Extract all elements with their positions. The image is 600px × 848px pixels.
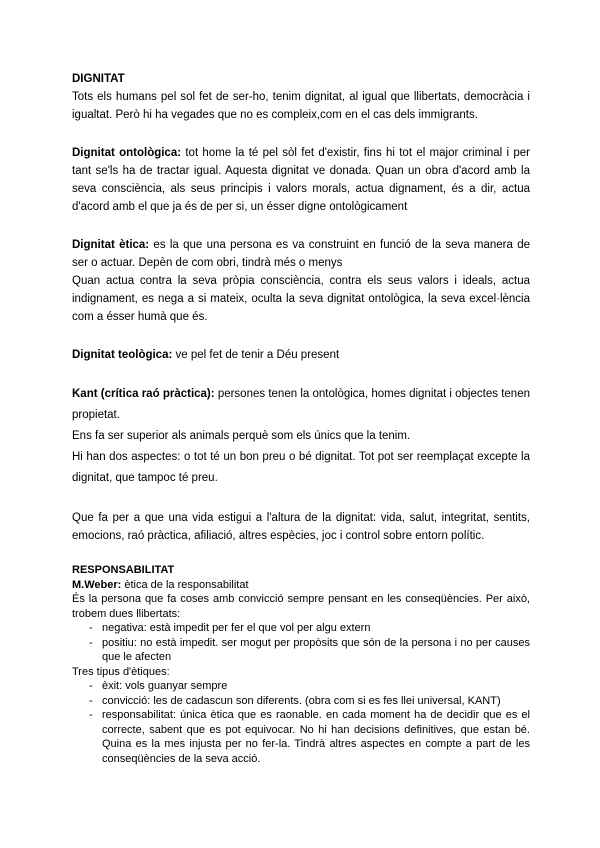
list-item: - responsabilitat: única ètica que es raonable. en cada moment ha de decidir que es el correcte, sabent que es pot equivocar. No hi han decisions definitives, que estan bé. Quina es la mes injusta per no fer-la. Tindrà altres aspectes en compte a part de les conseqüències de la seva acció. (72, 708, 530, 766)
text-ontologica: tot home la té pel sòl fet d'existir, fins hi tot el major criminal i per tant se'ls ha de tractar igual. Aquesta dignitat ve donada. Quan un obra d'acord amb la seva consciència, als seus principis i valors morals, actua dignament, és a dir, actua d'acord amb el que ja és de per si, un ésser digne ontològicament (72, 147, 530, 213)
paragraph-kant (72, 384, 530, 426)
section-responsabilitat (72, 563, 530, 766)
paragraph-ontologica (72, 144, 530, 216)
paragraph-etica (72, 236, 530, 272)
heading-dignitat: DIGNITAT (72, 73, 125, 85)
label-etica: Dignitat ètica: (72, 239, 150, 251)
text-etica: es la que una persona es va construint en funció de la seva manera de ser o actuar. Depèn de com obri, tindrà més o menys (72, 239, 530, 269)
document-page (72, 70, 530, 766)
text-teologica: ve pel fet de tenir a Déu present (172, 349, 340, 361)
paragraph-vida: Que fa per a que una vida estigui a l'altura de la dignitat: vida, salut, integritat, sentits, emocions, raó pràctica, afiliació, altres espècies, joc i control sobre entorn polític. (72, 512, 530, 542)
label-teologica: Dignitat teològica: (72, 349, 173, 361)
paragraph-teologica (72, 346, 530, 364)
heading-responsabilitat: RESPONSABILITAT (72, 564, 175, 576)
responsabilitat-intro: És la persona que fa coses amb convicció sempre pensant en les conseqüències. Per això, trobem dues llibertats: (72, 593, 530, 620)
list-llibertats (72, 621, 530, 665)
label-ontologica: Dignitat ontològica: (72, 147, 182, 159)
paragraph-kant-3: Hi han dos aspectes: o tot té un bon preu o bé dignitat. Tot pot ser reemplaçat excepte la dignitat, que tampoc té preu. (72, 451, 530, 484)
paragraph-etica-2: Quan actua contra la seva pròpia consciència, contra els seus valors i ideals, actua indignament, es nega a si mateix, oculta la seva dignitat ontològica, la seva excel·lència com a ésser humà que és. (72, 275, 530, 323)
label-weber: M.Weber: (72, 578, 122, 591)
list-item: - positiu: no està impedit. ser mogut per propòsits que són de la persona i no per causes que le afecten (72, 636, 530, 665)
text-weber: ètica de la responsabilitat (121, 578, 249, 591)
text-kant: persones tenen la ontològica, homes dignitat i objectes tenen propietat. (72, 388, 530, 421)
paragraph-weber (72, 578, 530, 593)
paragraph-kant-2: Ens fa ser superior als animals perquè som els únics que la tenim. (72, 430, 411, 442)
list-item: - èxit: vols guanyar sempre (72, 679, 530, 694)
list-item: - negativa: està impedit per fer el que vol per algu extern (72, 621, 530, 636)
dignitat-intro: Tots els humans pel sol fet de ser-ho, tenim dignitat, al igual que llibertats, democràcia i igualtat. Però hi ha vegades que no es compleix,com en el cas dels immigrants. (72, 91, 530, 121)
label-tipus-etiques: Tres tipus d'ètiques: (72, 665, 170, 678)
list-etiques (72, 679, 530, 766)
label-kant: Kant (crítica raó pràctica): (72, 388, 215, 400)
list-item: - convicció: les de cadascun son diferents. (obra com si es fes llei universal, KANT) (72, 694, 530, 709)
